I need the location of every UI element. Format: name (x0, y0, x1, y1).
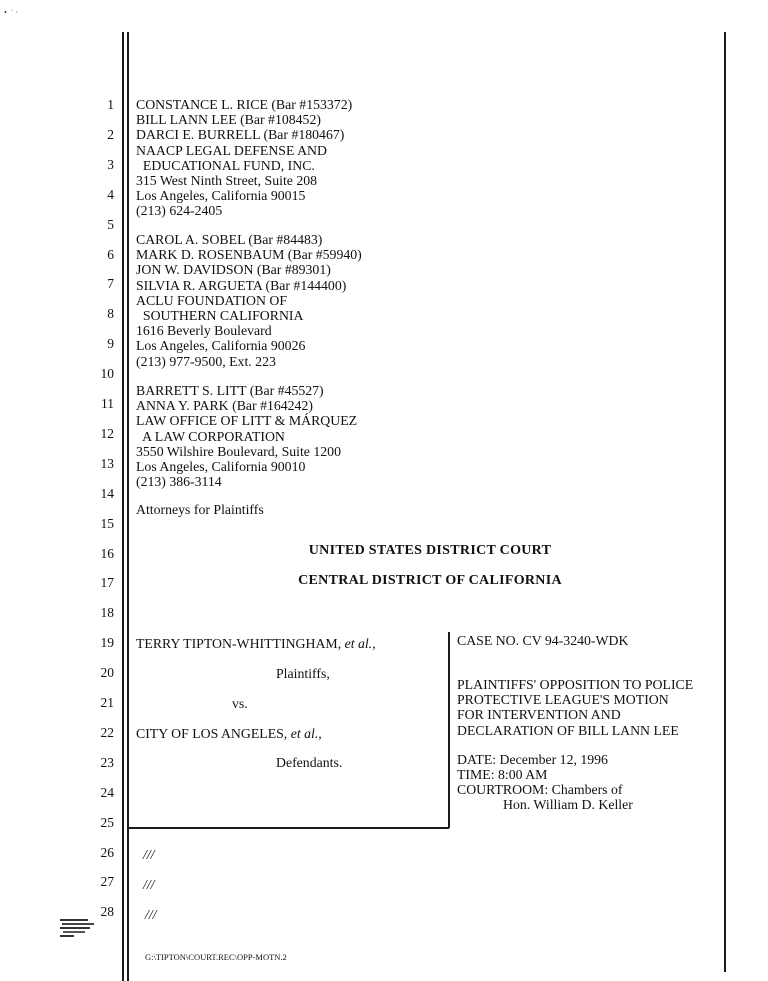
counsel-line: BARRETT S. LITT (Bar #45527) (136, 383, 324, 398)
counsel-line: (213) 386-3114 (136, 474, 222, 490)
hearing-time: TIME: 8:00 AM (457, 767, 548, 782)
hearing-courtroom: COURTROOM: Chambers of (457, 782, 623, 797)
hearing-date: DATE: December 12, 1996 (457, 752, 608, 767)
counsel-block-naacp (136, 97, 352, 219)
line-number: 4 (107, 186, 114, 202)
line-number: 21 (100, 695, 114, 710)
court-title: UNITED STATES DISTRICT COURT (308, 543, 552, 558)
document-title-line: PROTECTIVE LEAGUE'S MOTION (457, 692, 669, 708)
counsel-line: 3550 Wilshire Boulevard, Suite 1200 (136, 443, 341, 459)
counsel-line: SOUTHERN CALIFORNIA (136, 308, 304, 324)
document-title-line: DECLARATION OF BILL LANN LEE (457, 722, 679, 738)
left-margin-rule-inner (127, 32, 129, 981)
caption-bottom-rule (128, 827, 449, 829)
plaintiffs-label: Plaintiffs, (276, 666, 330, 681)
counsel-line: ANNA Y. PARK (Bar #164242) (136, 398, 313, 414)
counsel-line: Los Angeles, California 90015 (136, 188, 306, 204)
omission-mark: /// (143, 877, 155, 892)
line-number: 24 (100, 784, 114, 800)
left-margin-rule-outer (122, 32, 124, 981)
counsel-line: 315 West Ninth Street, Suite 208 (136, 173, 318, 189)
scan-specks: • ˙ · (4, 8, 19, 17)
line-number: 25 (100, 814, 114, 830)
attorneys-for-plaintiffs: Attorneys for Plaintiffs (136, 502, 264, 517)
line-number: 9 (107, 336, 114, 352)
counsel-line: CONSTANCE L. RICE (Bar #153372) (136, 97, 353, 112)
document-title-line: PLAINTIFFS' OPPOSITION TO POLICE (457, 677, 694, 692)
line-number: 13 (100, 455, 114, 471)
line-number: 12 (100, 425, 114, 441)
line-number: 26 (100, 844, 114, 860)
line-number: 28 (100, 904, 114, 920)
line-number: 19 (100, 635, 114, 651)
counsel-line: MARK D. ROSENBAUM (Bar #59940) (136, 247, 362, 263)
line-number: 27 (100, 874, 114, 890)
line-number: 23 (100, 754, 114, 770)
counsel-line: 1616 Beverly Boulevard (136, 323, 272, 339)
counsel-line: Los Angeles, California 90026 (136, 338, 306, 354)
counsel-block-aclu (136, 232, 362, 369)
line-number: 20 (100, 665, 114, 681)
footer-file-path: G:\TIPTON\COURT.REC\OPP-MOTN.2 (145, 952, 287, 962)
line-number: 18 (100, 605, 114, 621)
defendants-label: Defendants. (276, 755, 343, 770)
line-number: 8 (107, 306, 114, 322)
counsel-line: BILL LANN LEE (Bar #108452) (136, 112, 321, 128)
caption-divider (448, 632, 450, 828)
line-number: 3 (107, 156, 114, 172)
printer-stamp (60, 917, 96, 939)
line-number: 1 (107, 97, 114, 112)
line-number: 14 (100, 485, 114, 501)
line-number: 7 (107, 276, 114, 292)
line-number: 5 (107, 216, 114, 232)
counsel-line: CAROL A. SOBEL (Bar #84483) (136, 232, 323, 247)
counsel-line: ACLU FOUNDATION OF (136, 292, 288, 308)
counsel-line: A LAW CORPORATION (136, 428, 285, 444)
line-number: 10 (100, 366, 114, 382)
counsel-line: NAACP LEGAL DEFENSE AND (136, 142, 327, 158)
line-number: 15 (100, 515, 114, 531)
counsel-line: SILVIA R. ARGUETA (Bar #144400) (136, 277, 347, 293)
document-title-line: FOR INTERVENTION AND (457, 707, 621, 723)
omission-mark: /// (145, 907, 157, 922)
plaintiff-name: TERRY TIPTON-WHITTINGHAM, et al., (136, 636, 376, 651)
counsel-line: LAW OFFICE OF LITT & MÁRQUEZ (136, 413, 358, 429)
line-number: 2 (107, 126, 114, 142)
hearing-judge: Hon. William D. Keller (503, 797, 633, 812)
counsel-line: JON W. DAVIDSON (Bar #89301) (136, 262, 331, 278)
line-number: 22 (100, 724, 114, 740)
counsel-line: Los Angeles, California 90010 (136, 459, 306, 475)
counsel-line: (213) 977-9500, Ext. 223 (136, 353, 276, 369)
defendant-name: CITY OF LOS ANGELES, et al., (136, 726, 322, 741)
versus: vs. (232, 696, 248, 711)
counsel-line: DARCI E. BURRELL (Bar #180467) (136, 127, 345, 143)
line-number: 6 (107, 246, 114, 262)
omission-mark: /// (143, 847, 155, 862)
line-number: 11 (101, 396, 114, 411)
right-margin-rule (724, 32, 726, 972)
line-number: 16 (100, 545, 114, 561)
court-district: CENTRAL DISTRICT OF CALIFORNIA (298, 573, 562, 588)
line-number: 17 (100, 575, 114, 591)
counsel-block-litt (136, 383, 357, 489)
document-title (457, 677, 693, 738)
counsel-line: (213) 624-2405 (136, 203, 223, 219)
counsel-line: EDUCATIONAL FUND, INC. (136, 157, 315, 173)
case-number: CASE NO. CV 94-3240-WDK (457, 633, 629, 648)
